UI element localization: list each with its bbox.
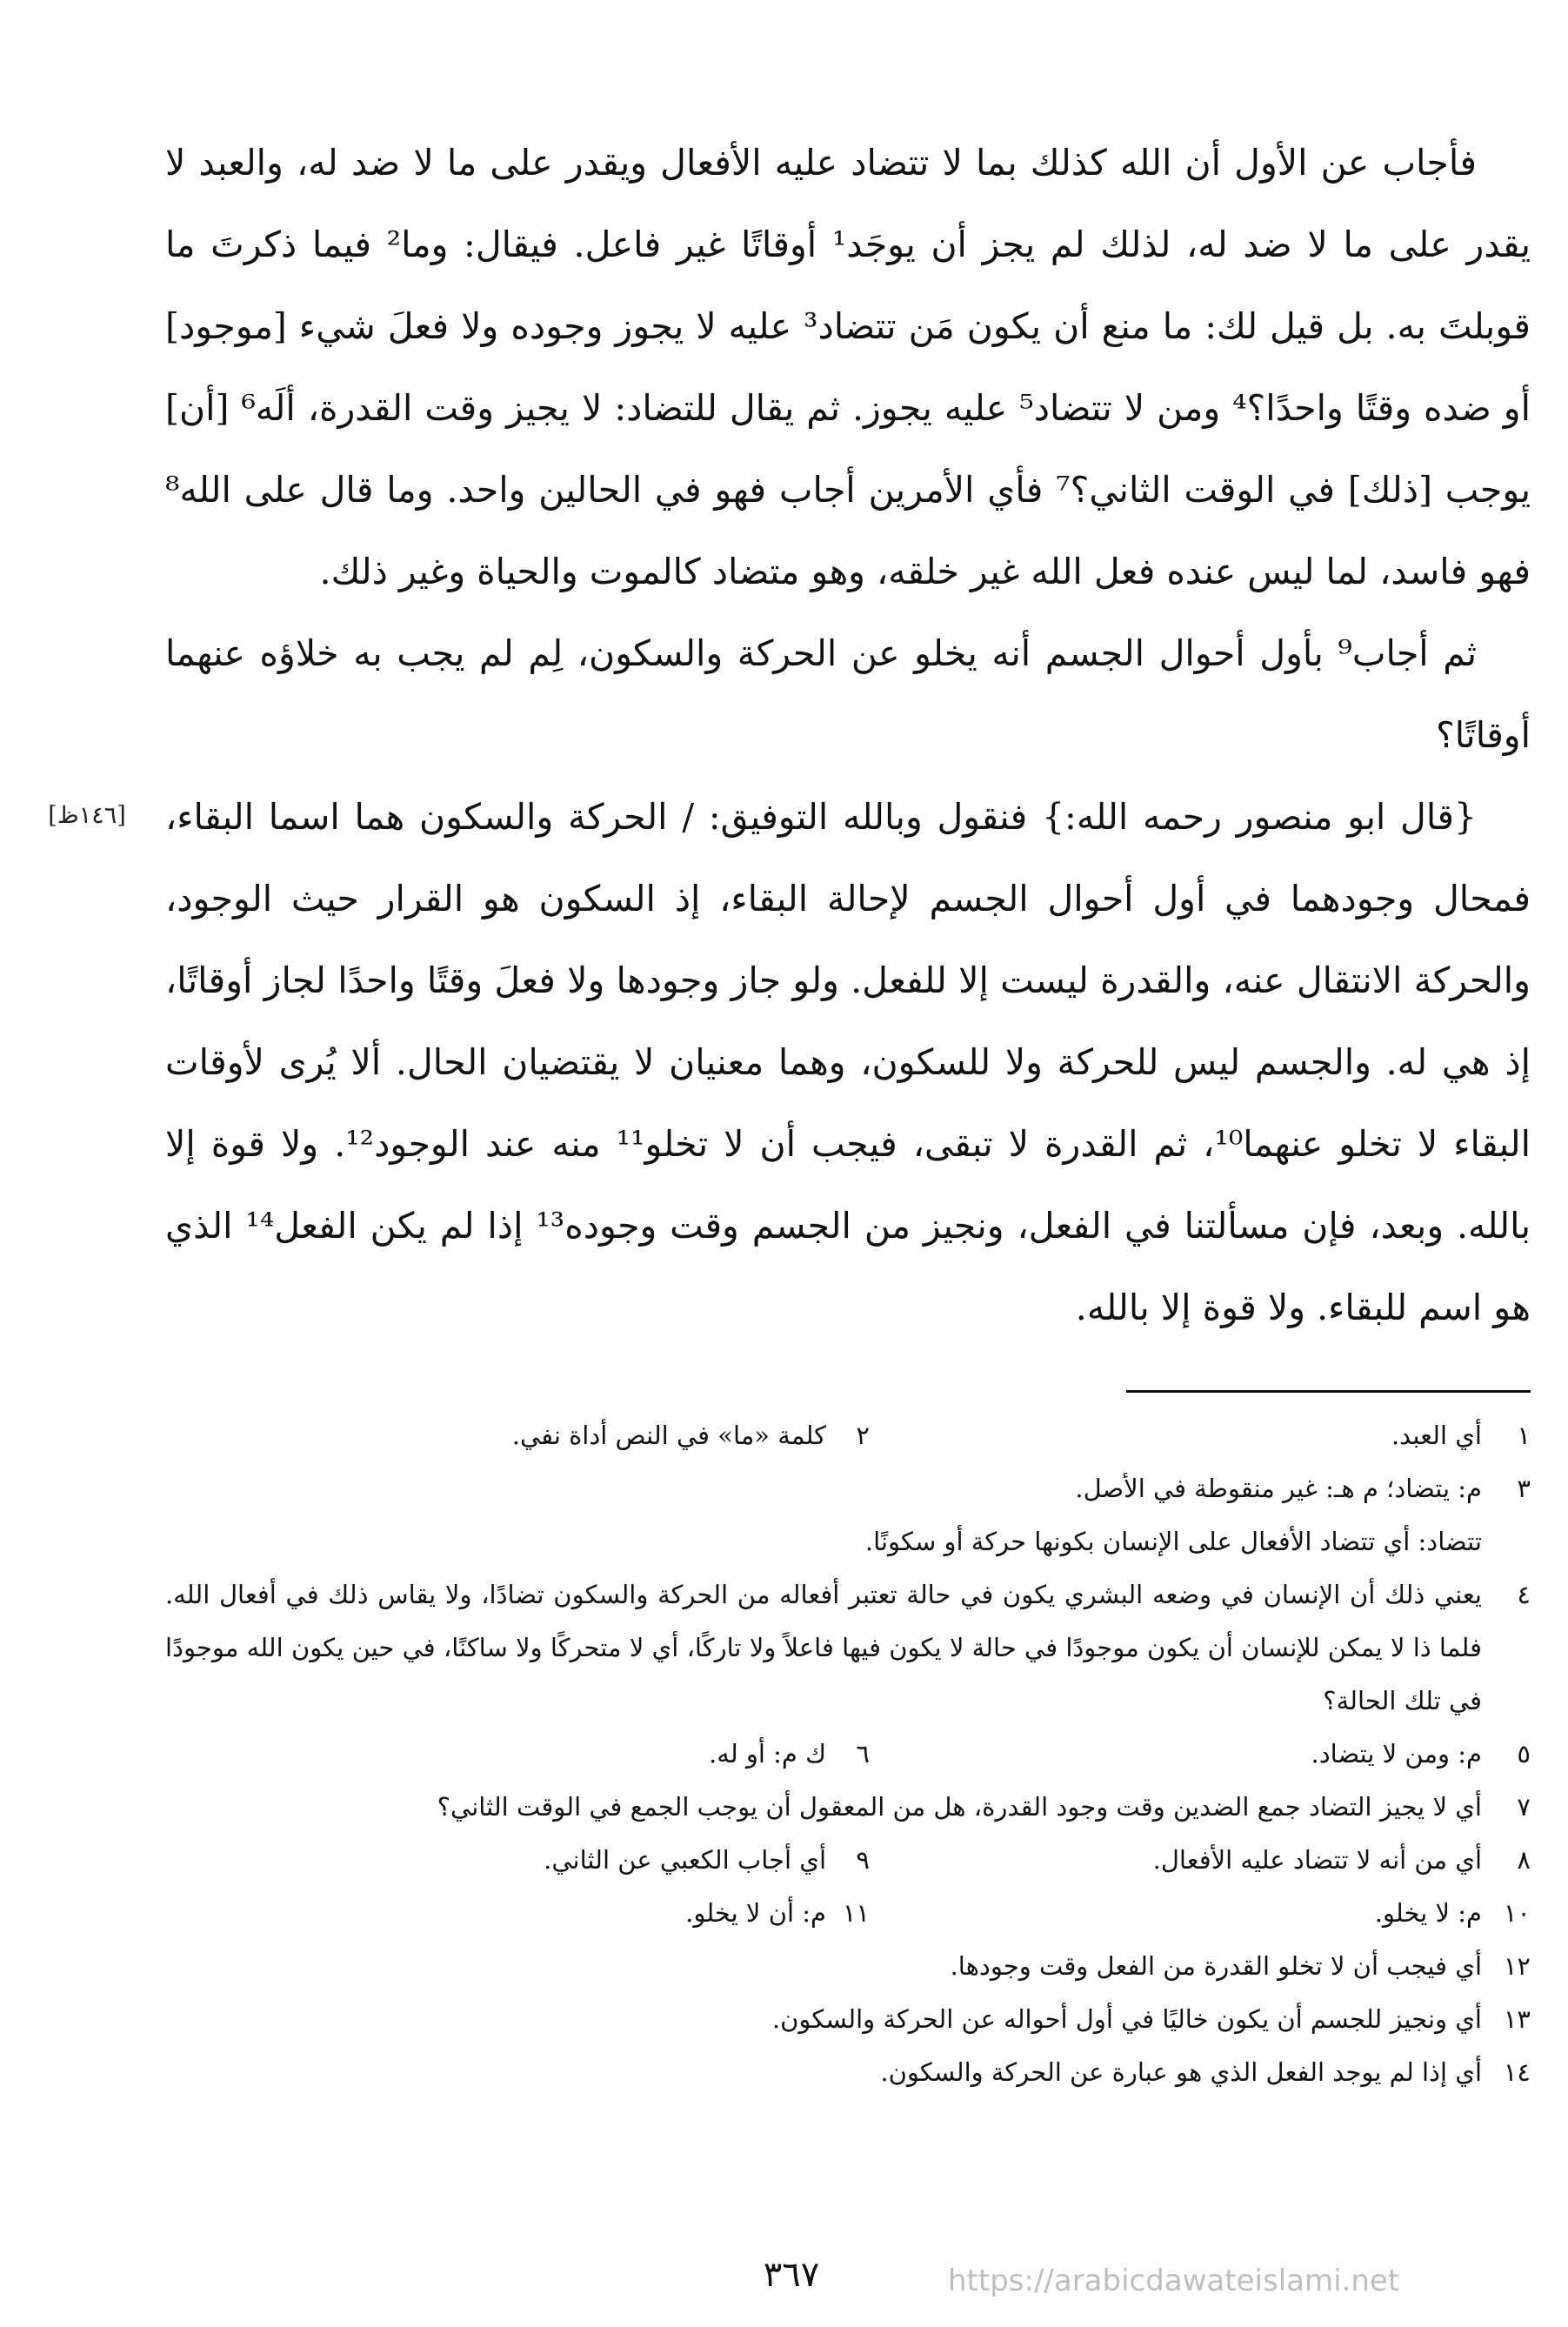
footnote-text: كلمة «ما» في النص أداة نفي. [511,1421,826,1450]
footnote-number: ١٤ [1503,2057,1531,2087]
footnote-number: ٧ [1517,1792,1531,1822]
watermark-url: https://arabicdawateislami.net [948,2263,1400,2298]
footnote-row [165,1409,1531,1462]
footnote-text: أي من أنه لا تتضاد عليه الأفعال. [1152,1845,1482,1875]
footnote-text: م: أن لا يخلو. [685,1898,826,1928]
paragraph-2: ثم أجاب⁹ بأول أحوال الجسم أنه يخلو عن الحركة والسكون، لِم لم يجب به خلاؤه عنهما أوقاتًا؟ [165,632,1531,756]
footnote-number: ٥ [1517,1739,1531,1769]
footnote-text: أي ونجيز للجسم أن يكون خاليًا في أول أحواله عن الحركة والسكون. [771,2004,1482,2034]
footnote-number: ١٣ [1503,2004,1531,2034]
footnote-text: أي أجاب الكعبي عن الثاني. [544,1845,826,1875]
footnote-text: أي لا يجيز التضاد جمع الضدين وقت وجود القدرة، هل من المعقول أن يوجب الجمع في الوقت الثاني؟ [437,1792,1482,1822]
footnote-row [165,2046,1531,2099]
footnote-continuation [165,1515,1531,1568]
main-text [165,122,1531,1348]
footnote-row [165,1834,1531,1887]
footnote-text: ك م: أو له. [709,1739,826,1769]
footnote-number: ٩ [856,1845,870,1875]
footnote-number: ٢ [856,1421,870,1450]
footnote-row [165,1781,1531,1834]
footnote-text: م: لا يخلو. [1374,1898,1482,1928]
footnote-row [165,1940,1531,1993]
footnote-number: ١٢ [1503,1951,1531,1981]
footnote-row [165,1462,1531,1515]
footnote-text: تتضاد: أي تتضاد الأفعال على الإنسان بكونها حركة أو سكونًا. [864,1527,1482,1556]
paragraph-1: فأجاب عن الأول أن الله كذلك بما لا تتضاد عليه الأفعال ويقدر على ما لا ضد له، والعبد لا يقدر على ما لا ضد له، لذلك لم يجز أن يوجَد¹ أوقاتًا غير فاعل. فيقال: وما² فيما ذكرتَ ما قوبلتَ به. بل قيل لك: ما منع أن يكون مَن تتضاد³ عليه لا يجوز وجوده ولا فعلَ شيء [موجود] أو ضده وقتًا واحدًا؟⁴ ومن لا تتضاد⁵ عليه يجوز. ثم يقال للتضاد: لا يجيز وقت القدرة، ألَه⁶ [أن] يوجب [ذلك] في الوقت الثاني؟⁷ فأي الأمرين أجاب فهو في الحالين واحد. وما قال على الله⁸ فهو فاسد، لما ليس عنده فعل الله غير خلقه، وهو متضاد كالموت والحياة وغير ذلك. [165,142,1531,592]
paragraph-3: {قال ابو منصور رحمه الله:} فنقول وبالله التوفيق: / الحركة والسكون هما اسما البقاء، فمحال وجودهما في أول أحوال الجسم لإحالة البقاء، إذ السكون هو القرار حيث الوجود، والحركة الانتقال عنه، والقدرة ليست إلا للفعل. ولو جاز وجودها ولا فعلَ وقتًا واحدًا لجاز أوقاتًا، إذ هي له. والجسم ليس للحركة ولا للسكون، وهما معنيان لا يقتضيان الحال. ألا يُرى لأوقات البقاء لا تخلو عنهما¹⁰، ثم القدرة لا تبقى، فيجب أن لا تخلو¹¹ منه عند الوجود¹². ولا قوة إلا بالله. وبعد، فإن مسألتنا في الفعل، ونجيز من الجسم وقت وجوده¹³ إذا لم يكن الفعل¹⁴ الذي هو اسم للبقاء. ولا قوة إلا بالله. [165,796,1531,1328]
footnote-row [165,1993,1531,2046]
footnote-text: أي فيجب أن لا تخلو القدرة من الفعل وقت وجودها. [950,1951,1482,1981]
footnote-number: ٨ [1517,1845,1531,1875]
footnote-number: ١١ [842,1898,870,1928]
footnote-row [165,1568,1531,1728]
footnote-row [165,1728,1531,1781]
footnote-row [165,1887,1531,1940]
footnote-separator [1126,1390,1531,1393]
footnote-number: ١ [1517,1421,1531,1450]
footnote-text: أي إذا لم يوجد الفعل الذي هو عبارة عن الحركة والسكون. [880,2057,1482,2087]
page-number: ٣٦٧ [763,2255,820,2295]
footnote-number: ١٠ [1503,1898,1531,1928]
footnote-text: أي العبد. [1391,1421,1482,1450]
footnote-text: م: يتضاد؛ م هـ: غير منقوطة في الأصل. [1075,1474,1482,1503]
footnote-number: ٤ [1517,1580,1531,1609]
footnote-text: م: ومن لا يتضاد. [1311,1739,1482,1769]
footnote-text: يعني ذلك أن الإنسان في وضعه البشري يكون في حالة تعتبر أفعاله من الحركة والسكون تضادًا، ولا يقاس ذلك في أفعال الله. فلما ذا لا يمكن للإنسان أن يكون موجودًا في حالة لا يكون فيها فاعلاً ولا تاركًا، أي لا متحركًا ولا ساكنًا، في حين يكون الله موجودًا في تلك الحالة؟ [165,1580,1482,1715]
footnote-number: ٦ [856,1739,870,1769]
footnote-number: ٣ [1517,1474,1531,1503]
footnotes [165,1409,1531,2099]
manuscript-folio-reference: [١٤٦ظ] [48,802,126,829]
